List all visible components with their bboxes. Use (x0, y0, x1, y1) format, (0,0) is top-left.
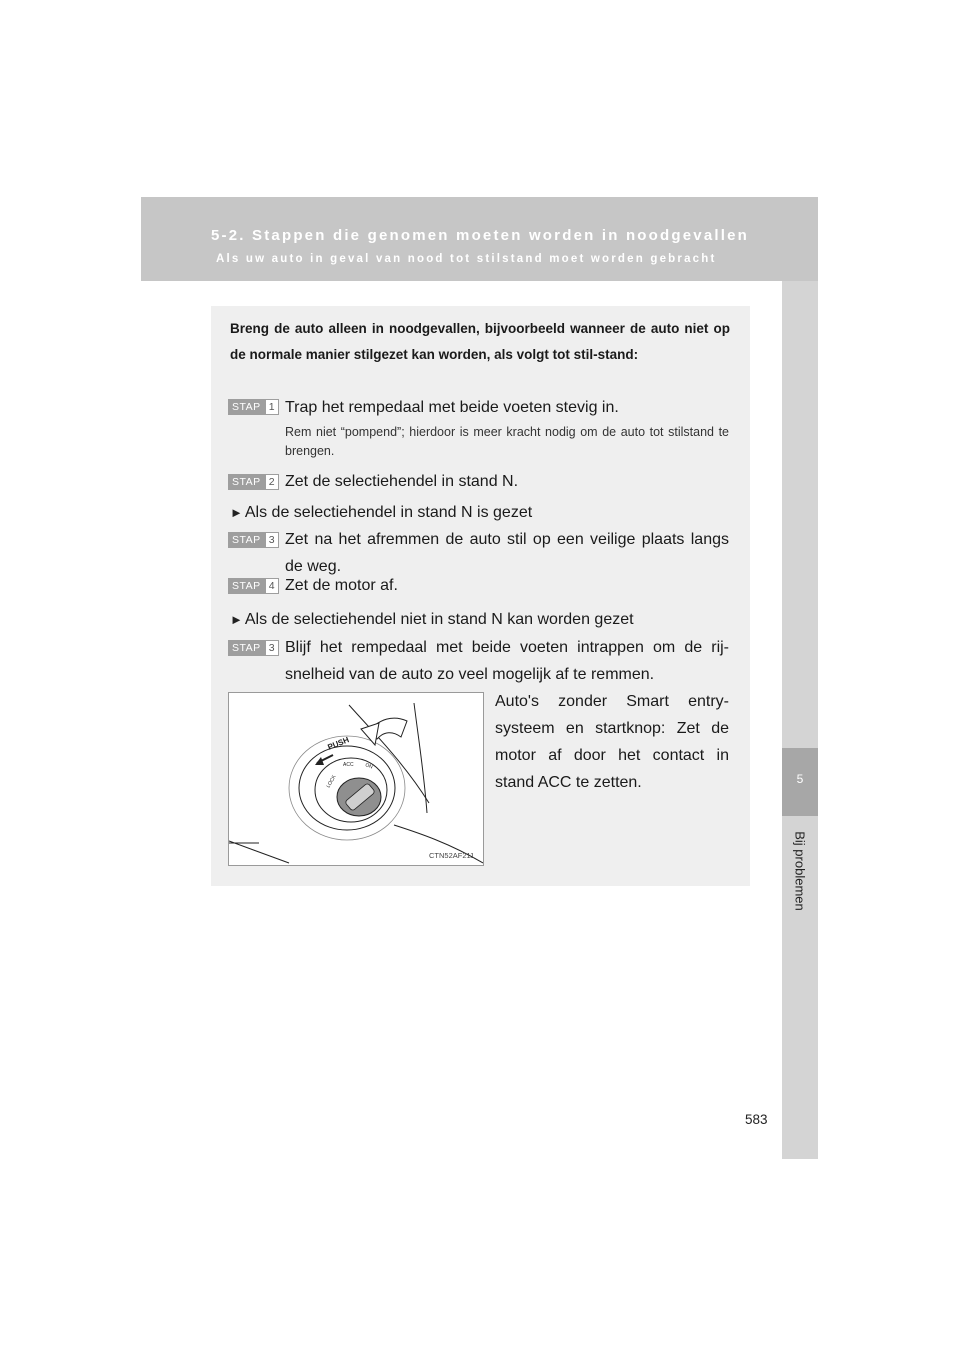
side-index-strip (782, 281, 818, 1159)
section-title: 5-2. Stappen die genomen moeten worden in noodgevallen (211, 227, 750, 244)
step-badge-word: STAP (228, 474, 265, 490)
figure-code: CTN52AF211 (429, 851, 475, 860)
label-push: PUSH (326, 735, 351, 752)
step-badge-2 (228, 474, 282, 490)
triangle-bullet-icon: ► (230, 612, 243, 627)
chapter-label: Bij problemen (792, 831, 808, 911)
condition-b-title: Als de selectiehendel niet in stand N kan worden gezet (244, 611, 634, 628)
chapter-tab[interactable] (782, 748, 818, 816)
ignition-key-illustration (229, 693, 483, 865)
step-a4-text: Zet de motor af. (285, 577, 398, 594)
step-badge-number: 3 (265, 640, 279, 656)
step-badge-number: 2 (265, 474, 279, 490)
step-badge-number: 3 (265, 532, 279, 548)
ignition-figure (228, 692, 484, 866)
step-badge-number: 4 (265, 578, 279, 594)
page-number: 583 (745, 1112, 768, 1127)
condition-a (230, 502, 730, 524)
step-a3-text: Zet na het afremmen de auto stil op een veilige plaats langs de weg. (285, 531, 729, 575)
step-badge-1 (228, 399, 282, 415)
step-badge-a4 (228, 578, 282, 594)
section-subtitle: Als uw auto in geval van nood tot stilstand moet worden gebracht (216, 253, 717, 265)
chapter-label-box (782, 816, 818, 926)
label-lock: LOCK (325, 774, 338, 789)
step-2-text: Zet de selectiehendel in stand N. (285, 473, 519, 490)
condition-a-title: Als de selectiehendel in stand N is gezet (244, 504, 533, 521)
label-on: ON (364, 762, 374, 771)
step-badge-word: STAP (228, 399, 265, 415)
step-1-note: Rem niet “pompend”; hierdoor is meer kracht nodig om de auto tot stilstand te brengen. (285, 425, 729, 458)
triangle-bullet-icon: ► (230, 505, 243, 520)
intro-text: Breng de auto alleen in noodgevallen, bijvoorbeeld wanneer de auto niet op de normale manier stilgezet kan worden, als volgt tot stil-stand: (230, 321, 730, 362)
step-badge-number: 1 (265, 399, 279, 415)
section-header (141, 197, 818, 281)
step-badge-word: STAP (228, 578, 265, 594)
step-badge-word: STAP (228, 640, 265, 656)
step-b4-text: Auto's zonder Smart entry-systeem en startknop: Zet de motor af door het contact in stand ACC te zetten. (495, 693, 729, 791)
step-b3-text: Blijf het rempedaal met beide voeten intrappen om de rij-snelheid van de auto zo veel mogelijk af te remmen. (285, 639, 729, 683)
chapter-number: 5 (796, 772, 804, 786)
label-acc: ACC (343, 762, 354, 768)
step-badge-b3 (228, 640, 282, 656)
step-1-text: Trap het rempedaal met beide voeten stevig in. (285, 399, 619, 416)
condition-b (230, 609, 730, 631)
step-badge-a3 (228, 532, 282, 548)
step-badge-word: STAP (228, 532, 265, 548)
